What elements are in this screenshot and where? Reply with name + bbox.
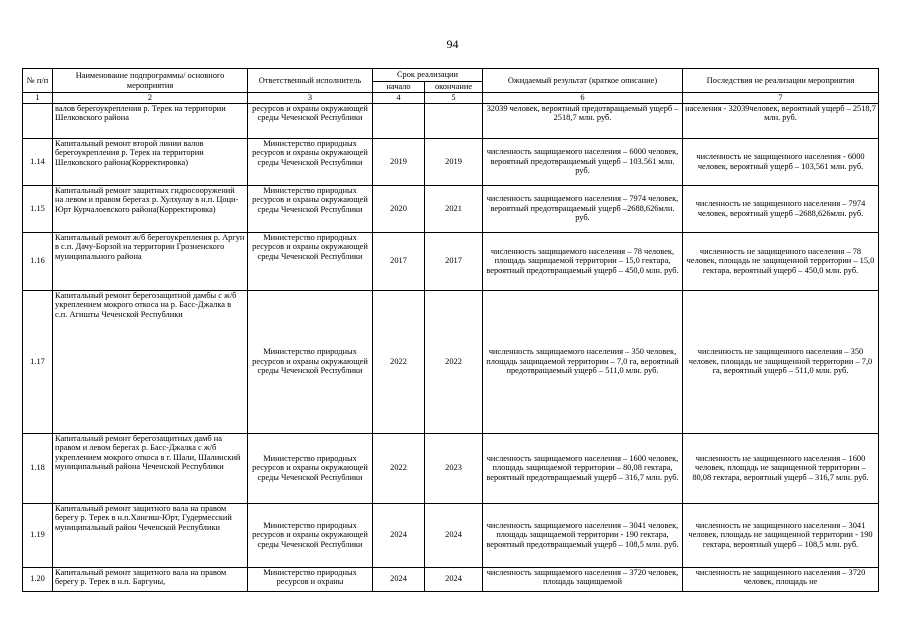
header-executor: Ответственный исполнитель — [248, 69, 373, 93]
row-end: 2024 — [425, 567, 483, 591]
row-consequences: численность не защищенного населения – 3720 человек, площадь не — [683, 567, 879, 591]
column-number: 2 — [53, 93, 248, 104]
row-name: Капитальный ремонт защитного вала на правом берегу р. Терек в н.п.Хангиш-Юрт, Гудермесский муниципальный район Чеченской Республики — [53, 503, 248, 567]
row-consequences: численность не защищенного населения – 7974 человек, вероятный ущерб –2688,626млн. руб. — [683, 185, 879, 232]
row-result: численность защищаемого населения – 3720 человек, площадь защищаемой — [483, 567, 683, 591]
table-row — [23, 185, 879, 232]
row-executor: Министерство природных ресурсов и охраны — [248, 567, 373, 591]
row-executor: Министерство природных ресурсов и охраны окружающей среды Чеченской Республики — [248, 138, 373, 185]
row-num — [23, 103, 53, 138]
row-result: численность защищаемого населения – 350 человек, площадь защищаемой территории – 7,0 га, вероятный предотвращаемый ущерб – 511,0 млн. руб. — [483, 290, 683, 433]
table-row — [23, 567, 879, 591]
row-start: 2017 — [373, 232, 425, 290]
row-consequences: численность не защищенного населения - 6000 человек, вероятный ущерб – 103,561 млн. руб. — [683, 138, 879, 185]
header-period: Срок реализации — [373, 69, 483, 82]
table-row — [23, 138, 879, 185]
row-end: 2021 — [425, 185, 483, 232]
column-number: 1 — [23, 93, 53, 104]
row-result: численность защищаемого населения – 6000 человек, вероятный предотвращаемый ущерб – 103.561 млн. руб. — [483, 138, 683, 185]
row-num: 1.16 — [23, 232, 53, 290]
row-num: 1.17 — [23, 290, 53, 433]
header-result: Ожидаемый результат (краткое описание) — [483, 69, 683, 93]
column-number: 6 — [483, 93, 683, 104]
row-name: Капитальный ремонт берегозащитных дамб на правом и левом берегах р. Басс-Джалка с ж/б укреплением мокрого откоса в г. Шали, Шалинский муниципальный района Чеченской Республики — [53, 433, 248, 503]
row-consequences: численность не защищенного населения – 3041 человек, площадь не защищенной территории - 190 гектара, вероятный ущерб – 108,5 млн. руб. — [683, 503, 879, 567]
row-consequences: численность не защищенного населения – 78 человек, площадь не защищенной территории – 15,0 гектара, вероятный ущерб – 450,0 млн. руб. — [683, 232, 879, 290]
row-start: 2024 — [373, 567, 425, 591]
row-executor: Министерство природных ресурсов и охраны окружающей среды Чеченской Республики — [248, 433, 373, 503]
row-end: 2023 — [425, 433, 483, 503]
row-name: Капитальный ремонт второй линии валов берегоукрепления р. Терек на территории Шелковского района(Корректировка) — [53, 138, 248, 185]
column-numbers-row — [23, 93, 879, 104]
row-start: 2020 — [373, 185, 425, 232]
row-end: 2022 — [425, 290, 483, 433]
row-result: 32039 человек, вероятный предотвращаемый ущерб – 2518,7 млн. руб. — [483, 103, 683, 138]
row-executor: ресурсов и охраны окружающей среды Чеченской Республики — [248, 103, 373, 138]
row-end — [425, 103, 483, 138]
table-row — [23, 290, 879, 433]
row-start: 2022 — [373, 433, 425, 503]
header-name: Наименование подпрограммы/ основного мероприятия — [53, 69, 248, 93]
table-row — [23, 503, 879, 567]
row-consequences: населения - 32039человек, вероятный ущерб – 2518,7 млн. руб. — [683, 103, 879, 138]
row-executor: Министерство природных ресурсов и охраны окружающей среды Чеченской Республики — [248, 290, 373, 433]
row-result: численность защищаемого населения – 78 человек, площадь защищаемой территории – 15,0 гектара, вероятный предотвращаемый ущерб – 450,0 млн. руб. — [483, 232, 683, 290]
row-name: Капитальный ремонт защитных гидросооружений на левом и правом берегах р. Хулхулау в н.п. Цоци-Юрт Курчалоевского района(Корректировка) — [53, 185, 248, 232]
row-result: численность защищаемого населения – 1600 человек, площадь защищаемой территории – 80,08 гектара, вероятный предотвращаемый ущерб – 316,7 млн. руб. — [483, 433, 683, 503]
row-num: 1.19 — [23, 503, 53, 567]
row-start: 2019 — [373, 138, 425, 185]
table-row — [23, 433, 879, 503]
row-start: 2022 — [373, 290, 425, 433]
row-name: Капитальный ремонт ж/б берегоукрепления р. Аргун в с.п. Дачу-Борзой на территории Грозненского муниципального района — [53, 232, 248, 290]
column-number: 4 — [373, 93, 425, 104]
column-number: 5 — [425, 93, 483, 104]
header-end: окончание — [425, 82, 483, 93]
row-result: численность защищаемого населения – 7974 человек, вероятный предотвращаемый ущерб –2688,626млн. руб. — [483, 185, 683, 232]
row-end: 2024 — [425, 503, 483, 567]
activities-table — [22, 68, 879, 592]
row-num: 1.18 — [23, 433, 53, 503]
row-executor: Министерство природных ресурсов и охраны окружающей среды Чеченской Республики — [248, 185, 373, 232]
table-row — [23, 103, 879, 138]
row-end: 2019 — [425, 138, 483, 185]
row-num: 1.14 — [23, 138, 53, 185]
row-name: Капитальный ремонт берегозащитной дамбы с ж/б укреплением мокрого откоса на р. Басс-Джалка в с.п. Агишты Чеченской Республики — [53, 290, 248, 433]
column-number: 3 — [248, 93, 373, 104]
page-number: 94 — [446, 37, 459, 51]
row-name: Капитальный ремонт защитного вала на правом берегу р. Терек в н.п. Баргуны, — [53, 567, 248, 591]
table-row — [23, 232, 879, 290]
row-name: валов берегоукрепления р. Терек на территории Шелковского района — [53, 103, 248, 138]
row-executor: Министерство природных ресурсов и охраны окружающей среды Чеченской Республики — [248, 503, 373, 567]
row-executor: Министерство природных ресурсов и охраны окружающей среды Чеченской Республики — [248, 232, 373, 290]
header-num: № п/п — [23, 69, 53, 93]
row-start: 2024 — [373, 503, 425, 567]
row-end: 2017 — [425, 232, 483, 290]
row-consequences: численность не защищенного населения – 350 человек, площадь не защищенной территории – 7,0 га, вероятный ущерб – 511,0 млн. руб. — [683, 290, 879, 433]
row-num: 1.20 — [23, 567, 53, 591]
row-result: численность защищаемого населения – 3041 человек, площадь защищаемой территории - 190 гектара, вероятный предотвращаемый ущерб – 108,5 млн. руб. — [483, 503, 683, 567]
row-consequences: численность не защищенного населения – 1600 человек, площадь не защищенной территории – 80,08 гектара, вероятный ущерб – 316,7 млн. руб. — [683, 433, 879, 503]
header-start: начало — [373, 82, 425, 93]
row-num: 1.15 — [23, 185, 53, 232]
column-number: 7 — [683, 93, 879, 104]
row-start — [373, 103, 425, 138]
header-consequences: Последствия не реализации мероприятия — [683, 69, 879, 93]
